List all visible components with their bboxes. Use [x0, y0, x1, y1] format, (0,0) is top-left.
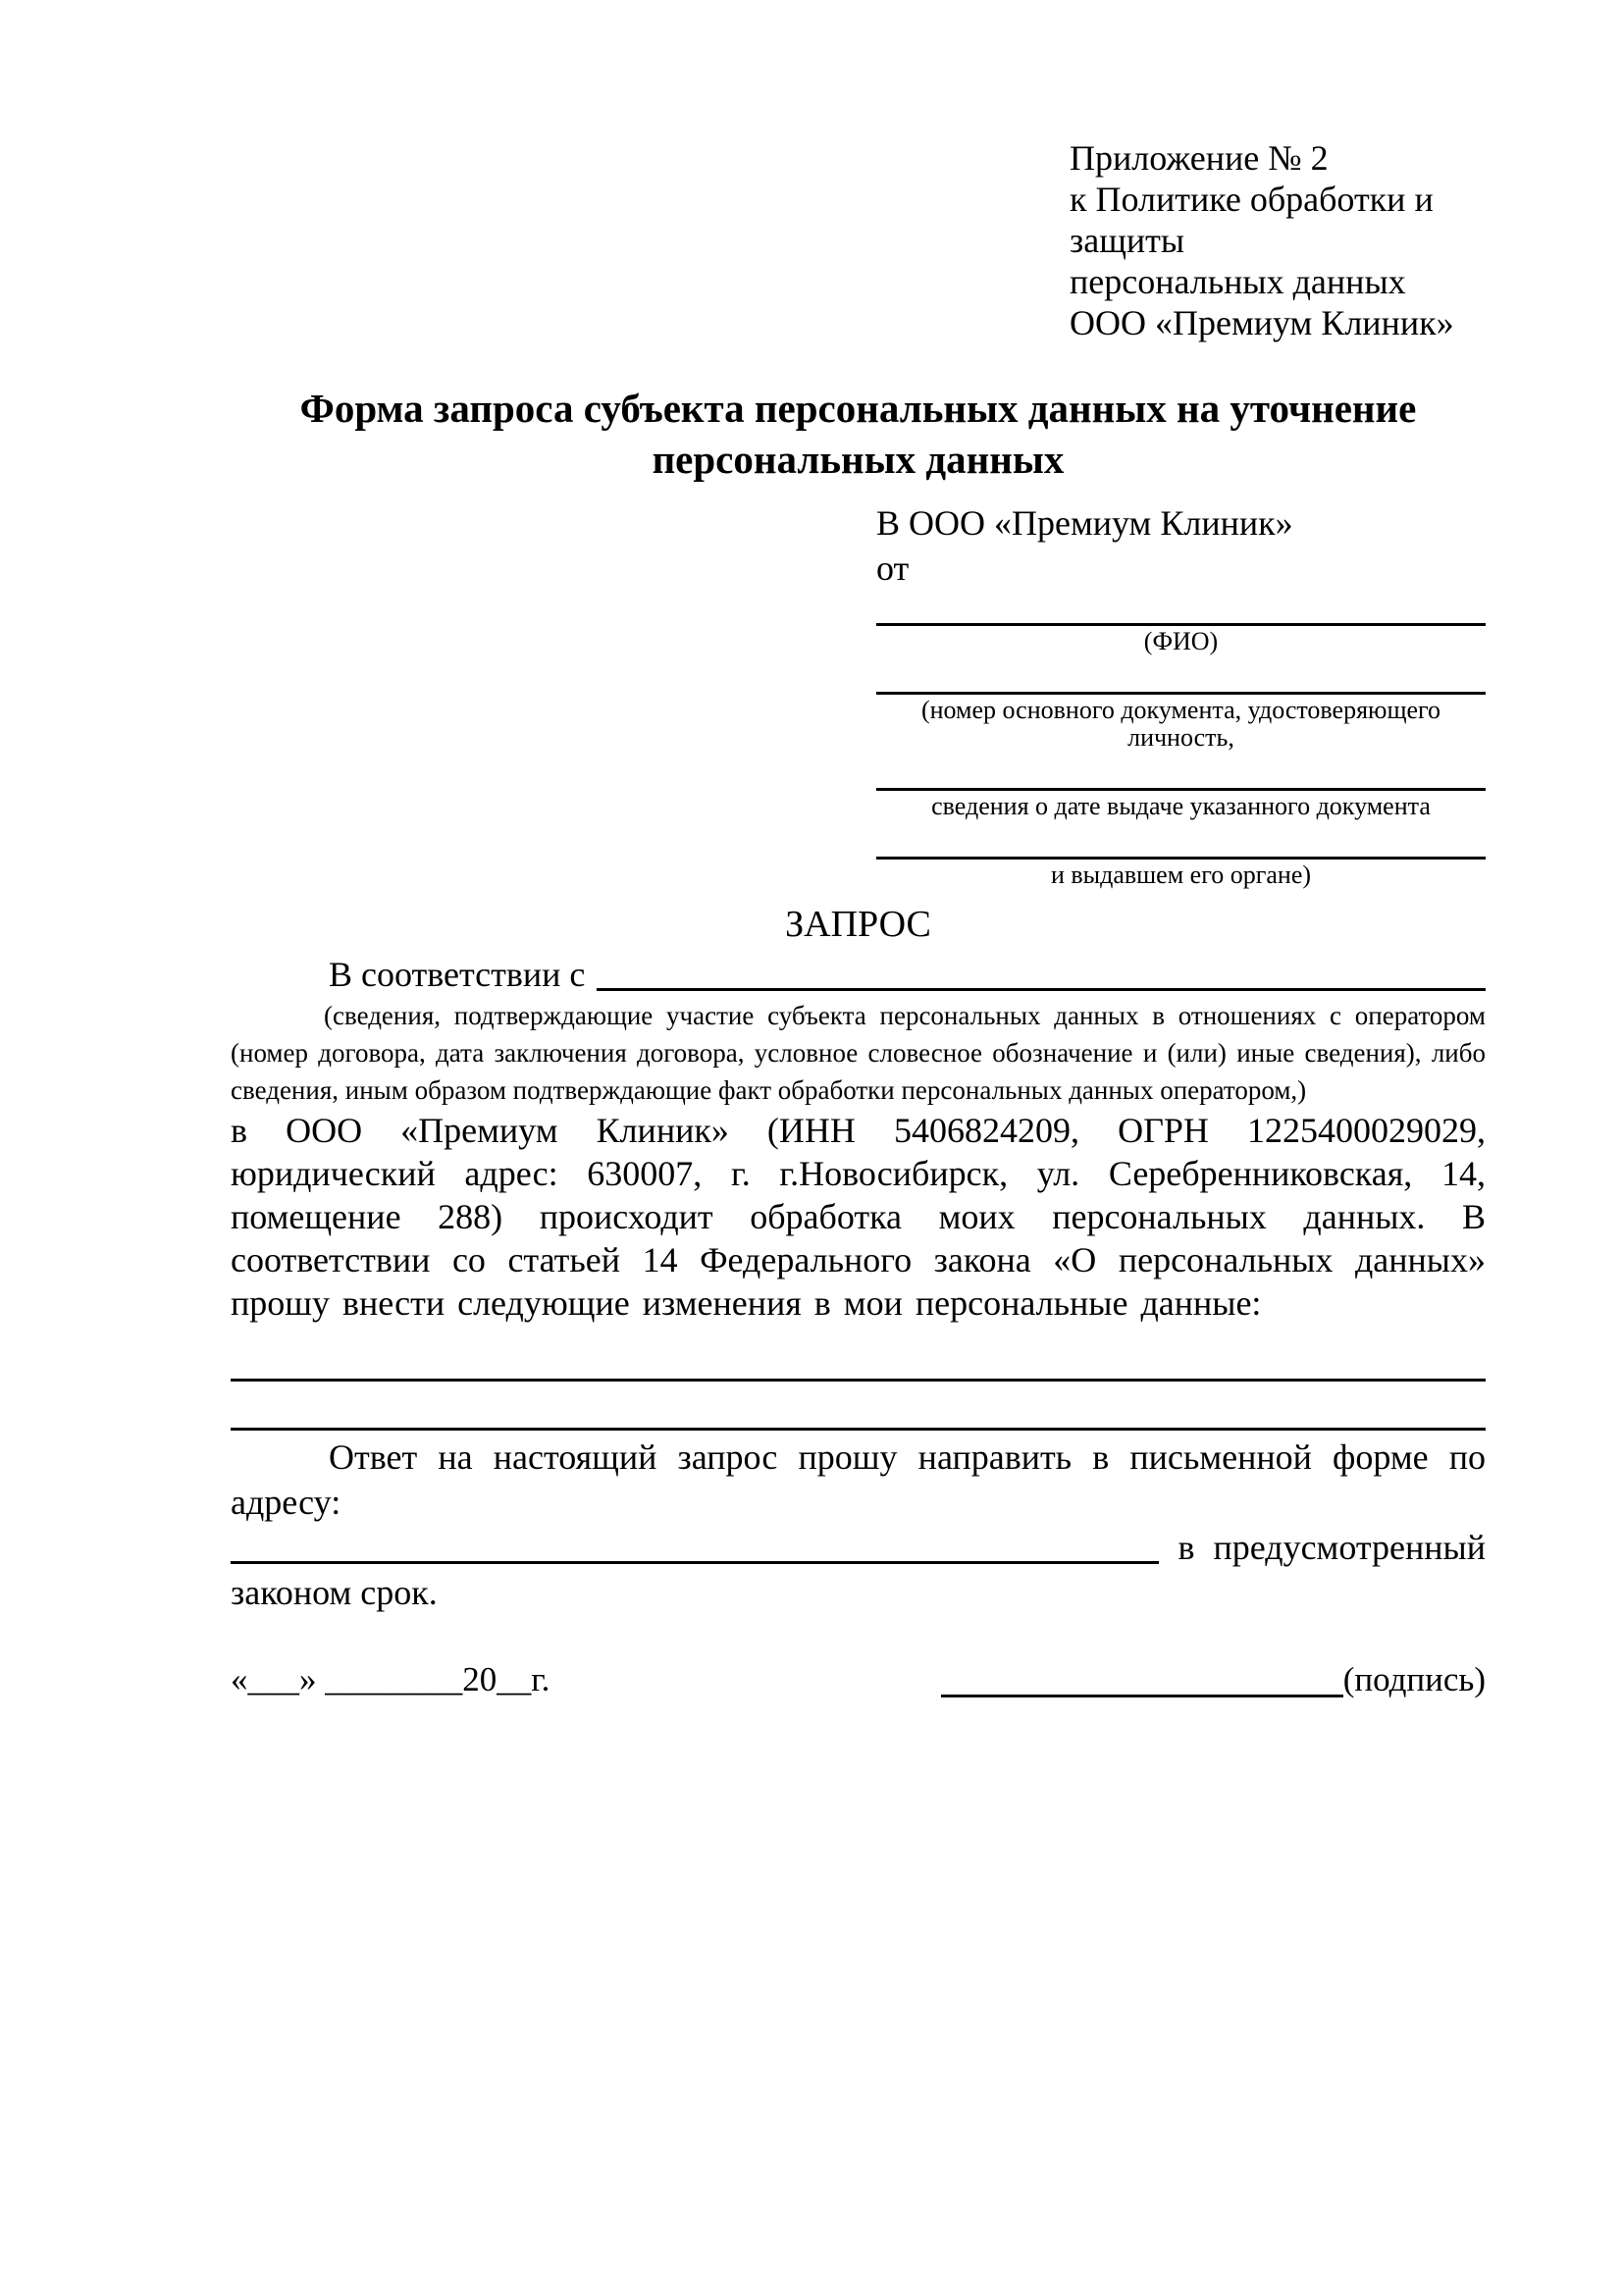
accordance-intro: В соответствии с	[329, 955, 586, 994]
addressee-block	[876, 500, 1486, 889]
fio-field-caption: (ФИО)	[1143, 627, 1219, 655]
issue-date-field	[876, 756, 1486, 820]
issue-date-field-line[interactable]	[876, 756, 1486, 791]
reply-word-1: в	[1178, 1528, 1195, 1567]
fio-field-line[interactable]	[876, 591, 1486, 626]
accordance-field-line[interactable]	[597, 962, 1486, 991]
accordance-row	[231, 952, 1486, 997]
reply-word-2: предусмотренный	[1213, 1528, 1486, 1567]
appendix-block	[1070, 137, 1486, 343]
date-field[interactable]: «___» ________20__г.	[231, 1660, 550, 1698]
fine-print-note: (сведения, подтверждающие участие субъекта персональных данных в отношениях с оператором (номер договора, дата заключения договора, условное словесное обозначение и (или) иные сведения), либо сведения, иным образом подтверждающие факт обработки персональных данных оператором,)	[231, 1001, 1486, 1105]
reply-paragraph-line-2	[231, 1525, 1486, 1570]
reply-paragraph-line-1: Ответ на настоящий запрос прошу направить в письменной форме по адресу:	[231, 1437, 1486, 1522]
doc-number-field	[876, 659, 1486, 752]
signature-group	[941, 1658, 1486, 1701]
changes-field-line-1[interactable]	[231, 1332, 1486, 1382]
issue-date-field-caption: сведения о дате выдаче указанного документа	[931, 792, 1431, 820]
addressee-to: В ООО «Премиум Клиник»	[876, 503, 1293, 543]
body-paragraph: в ООО «Премиум Клиник» (ИНН 5406824209, ОГРН 1225400029029, юридический адрес: 630007, г. г.Новосибирск, ул. Серебренниковская, 14, помещение 288) происходит обработка моих персональных данных. В соответствии со статьей 14 Федерального закона «О персональных данных» прошу внести следующие изменения в мои персональные данные:	[231, 1111, 1486, 1323]
appendix-line: Приложение № 2	[1070, 138, 1329, 178]
appendix-line: к Политике обработки и защиты	[1070, 180, 1434, 260]
appendix-line: ООО «Премиум Клиник»	[1070, 303, 1454, 342]
reply-paragraph-tail: законом срок.	[231, 1573, 438, 1612]
doc-number-field-line[interactable]	[876, 659, 1486, 695]
request-heading: ЗАПРОС	[785, 904, 931, 945]
doc-number-field-caption: (номер основного документа, удостоверяющего личность,	[920, 696, 1441, 752]
issuing-authority-field-line[interactable]	[876, 824, 1486, 860]
changes-field-line-2[interactable]	[231, 1382, 1486, 1431]
footer-row	[231, 1658, 1486, 1701]
document-title: Форма запроса субъекта персональных данных на уточнение персональных данных	[299, 386, 1417, 482]
addressee-from-label: от	[876, 548, 910, 588]
issuing-authority-field-caption: и выдавшем его органе)	[1050, 861, 1312, 889]
signature-caption: (подпись)	[1342, 1660, 1486, 1698]
fio-field	[876, 591, 1486, 655]
signature-field-line[interactable]	[941, 1664, 1343, 1697]
appendix-line: персональных данных	[1070, 262, 1406, 301]
address-field-line[interactable]	[231, 1531, 1159, 1564]
issuing-authority-field	[876, 824, 1486, 889]
